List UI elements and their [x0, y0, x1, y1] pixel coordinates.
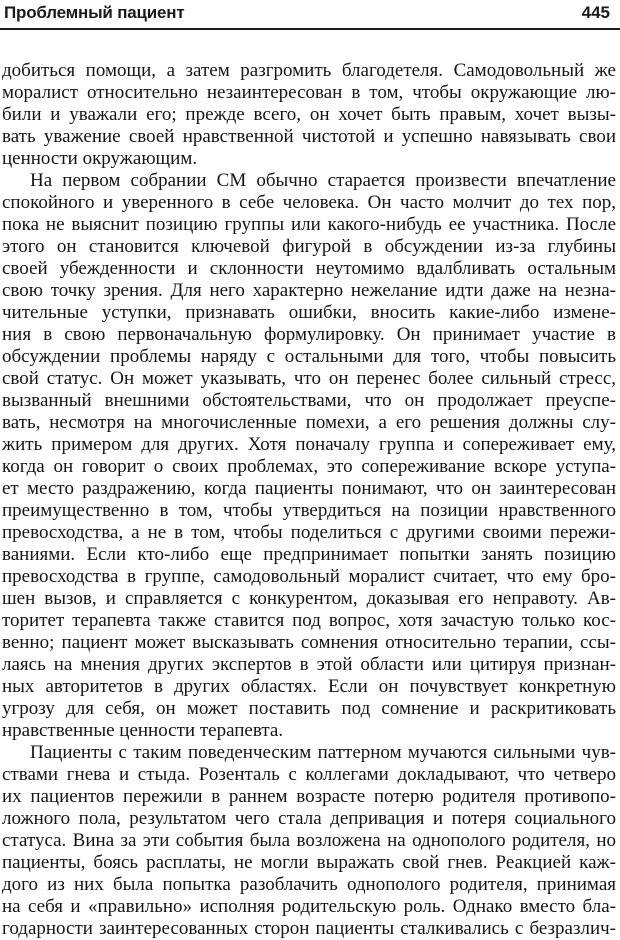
- text-line: чительные уступки, признавать ошибки, вносить какие-либо измене-: [2, 302, 616, 323]
- text-line: спокойного и уверенного в себе человека. Он часто молчит до тех пор,: [2, 192, 616, 213]
- text-line: статуса. Вина за эти события была возложена на однополого родителя, но: [2, 830, 616, 851]
- text-line: добиться помощи, а затем разгромить благодетеля. Самодовольный же: [2, 60, 616, 81]
- text-line: свою точку зрения. Для него характерно нежелание идти даже на незна-: [2, 280, 616, 301]
- text-line: на себя и «правильно» исполняя родительскую роль. Однако вместо бла-: [2, 896, 616, 917]
- text-line: своей убежденности и склонности неутомимо вдалбливать остальным: [2, 258, 616, 279]
- text-line: Пациенты с таким поведенческим паттерном мучаются сильными чув-: [30, 742, 616, 763]
- text-line: годарности заинтересованных сторон пациенты сталкивались с безразлич-: [2, 918, 616, 939]
- text-line: нравственные ценности терапевта.: [2, 720, 284, 741]
- text-line: дого из них была попытка разоблачить однополого родителя, принимая: [2, 874, 616, 895]
- text-line: обсуждении проблемы наряду с остальными для того, чтобы повысить: [2, 346, 616, 367]
- text-line: ния в свою первоначальную формулировку. Он принимает участие в: [2, 324, 616, 345]
- text-line: превосходства в группе, самодовольный моралист считает, что ему бро-: [2, 566, 616, 587]
- text-line: лаясь на мнения других экспертов в этой области или цитируя признан-: [2, 654, 616, 675]
- text-line: венно; пациент может высказывать сомнения относительно терапии, ссы-: [2, 632, 616, 653]
- text-line: вызванный внешними обстоятельствами, что он продолжает преуспе-: [2, 390, 616, 411]
- text-line: ствами гнева и стыда. Розенталь с коллегами докладывают, что четверо: [2, 764, 616, 785]
- header-rule: [0, 28, 620, 30]
- text-line: ет место раздражению, когда пациенты понимают, что он заинтересован: [2, 478, 616, 499]
- paragraph: [2, 60, 616, 170]
- paragraph: [2, 742, 616, 940]
- text-line: жить примером для других. Хотя поначалу группа и сопереживает ему,: [2, 434, 616, 455]
- text-line: пациенты, боясь расплаты, не могли выражать свой гнев. Реакцией каж-: [2, 852, 616, 873]
- text-line: их пациентов пережили в раннем возрасте потерю родителя противопо-: [2, 786, 616, 807]
- text-line: ваниями. Если кто-либо еще предпринимает попытки занять позицию: [2, 544, 616, 565]
- text-line: били и уважали его; прежде всего, он хочет быть правым, хочет вызы-: [2, 104, 616, 125]
- text-line: свой статус. Он может указывать, что он перенес более сильный стресс,: [2, 368, 616, 389]
- text-line: превосходства, а не в том, чтобы поделиться с другими своими пережи-: [2, 522, 616, 543]
- text-line: преимущественно в том, чтобы утвердиться на позиции нравственного: [2, 500, 616, 521]
- text-line: угрозу для себя, он может поставить под сомнение и раскритиковать: [2, 698, 616, 719]
- text-line: На первом собрании СМ обычно старается произвести впечатление: [30, 170, 616, 191]
- text-line: вать, несмотря на многочисленные помехи, а его решения должны слу-: [2, 412, 616, 433]
- text-line: торитет терапевта также ставится под вопрос, хотя зачастую только кос-: [2, 610, 616, 631]
- text-line: моралист относительно незаинтересован в том, чтобы окружающие лю-: [2, 82, 616, 103]
- text-line: шен вызов, и справляется с конкурентом, доказывая его неправоту. Ав-: [2, 588, 616, 609]
- text-line: пока не выяснит позицию группы или какого-нибудь ее участника. После: [2, 214, 616, 235]
- text-line: ценности окружающим.: [2, 148, 198, 169]
- text-line: когда он говорит о своих проблемах, это сопереживание вскоре уступа-: [2, 456, 616, 477]
- paragraph: [2, 170, 616, 742]
- page-number: 445: [581, 3, 610, 22]
- body-text: [2, 60, 616, 940]
- text-line: ложного пола, результатом чего стала депривация и потеря социального: [2, 808, 616, 829]
- running-title: Проблемный пациент: [4, 3, 185, 22]
- text-line: ных авторитетов в других областях. Если он почувствует конкретную: [2, 676, 616, 697]
- page-header: [0, 0, 620, 30]
- text-line: вать уважение своей нравственной чистотой и успешно навязывать свои: [2, 126, 616, 147]
- text-line: этого он становится ключевой фигурой в обсуждении из-за глубины: [2, 236, 616, 257]
